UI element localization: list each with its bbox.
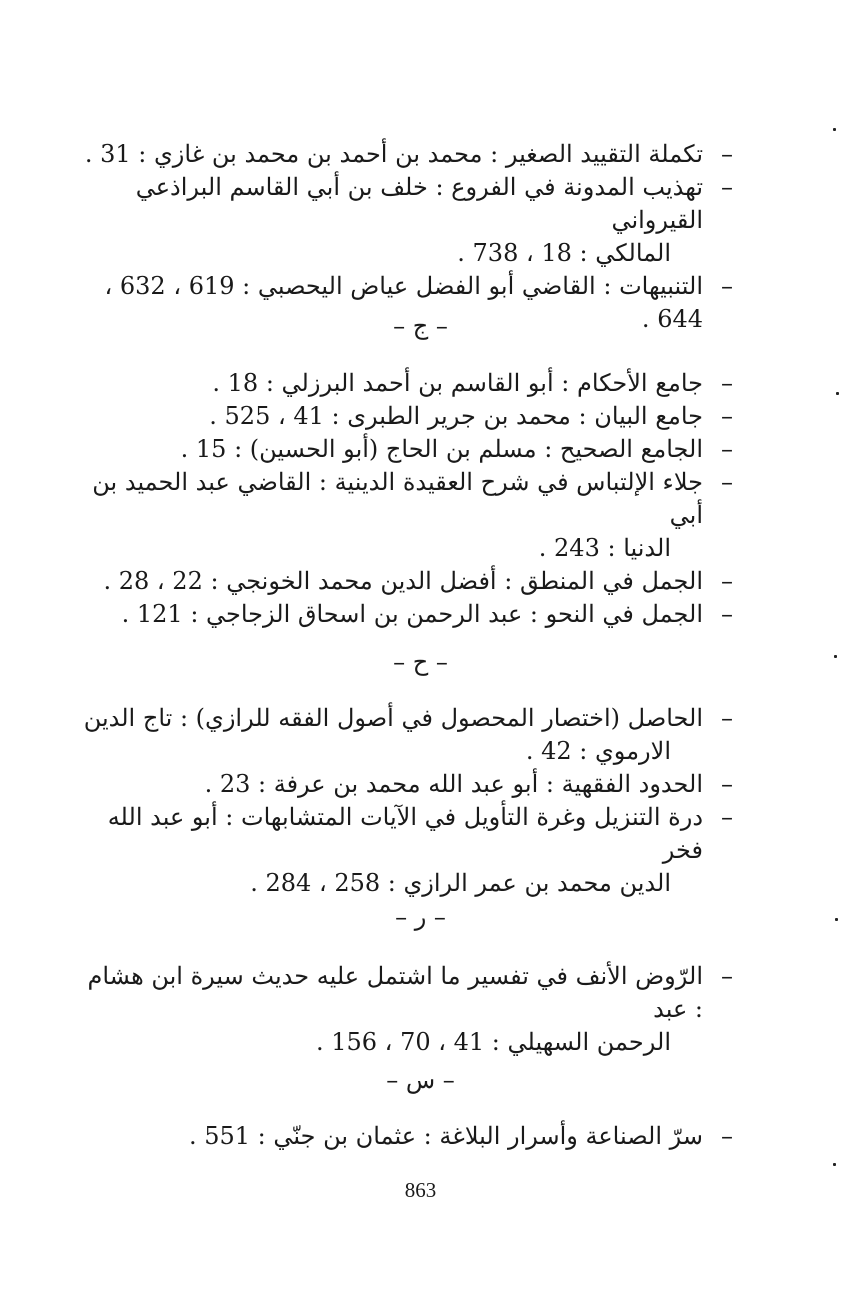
index-entry bbox=[83, 138, 733, 171]
entry-dash: – bbox=[721, 803, 733, 831]
entry-dash: – bbox=[721, 1122, 733, 1150]
entry-continuation: الرحمن السهيلي : 41 ، 70 ، 156 . bbox=[315, 1028, 671, 1056]
entry-dash: – bbox=[721, 704, 733, 732]
index-entry bbox=[83, 171, 733, 270]
entry-continuation: الدين محمد بن عمر الرازي : 258 ، 284 . bbox=[250, 869, 671, 897]
entry-continuation: المالكي : 18 ، 738 . bbox=[457, 239, 671, 267]
entry-continuation: الارموي : 42 . bbox=[525, 737, 671, 765]
section-heading-ra: – ر – bbox=[395, 903, 446, 931]
scan-mark bbox=[833, 1163, 836, 1166]
index-entry bbox=[83, 433, 733, 466]
section-heading-sin: – س – bbox=[386, 1066, 455, 1094]
entry-dash: – bbox=[721, 567, 733, 595]
entry-continuation: الدنيا : 243 . bbox=[538, 534, 671, 562]
index-entry bbox=[83, 1120, 733, 1153]
entry-text: جامع البيان : محمد بن جرير الطبرى : 41 ، 525 . bbox=[209, 402, 703, 430]
entry-dash: – bbox=[721, 272, 733, 300]
entry-dash: – bbox=[721, 770, 733, 798]
scan-mark bbox=[835, 918, 838, 921]
entry-dash: – bbox=[721, 402, 733, 430]
section-4 bbox=[83, 960, 733, 1059]
entry-dash: – bbox=[721, 173, 733, 201]
entry-dash: – bbox=[721, 468, 733, 496]
index-entry bbox=[83, 466, 733, 565]
scan-mark bbox=[833, 128, 836, 131]
index-entry bbox=[83, 801, 733, 900]
entry-text: الحدود الفقهية : أبو عبد الله محمد بن عرفة : 23 . bbox=[204, 770, 703, 798]
entry-dash: – bbox=[721, 962, 733, 990]
index-entry bbox=[83, 400, 733, 433]
page-number: 863 bbox=[404, 1178, 437, 1202]
entry-text: التنبيهات : القاضي أبو الفضل عياض اليحصبي : 619 ، 632 ، 644 . bbox=[104, 272, 703, 333]
index-entry bbox=[83, 768, 733, 801]
scan-mark bbox=[834, 655, 837, 658]
entry-text: درة التنزيل وغرة التأويل في الآيات المتشابهات : أبو عبد الله فخر bbox=[107, 803, 703, 864]
entry-text: الجمل في النحو : عبد الرحمن بن اسحاق الزجاجي : 121 . bbox=[121, 600, 703, 628]
entry-text: تهذيب المدونة في الفروع : خلف بن أبي القاسم البراذعي القيرواني bbox=[135, 173, 703, 234]
entry-dash: – bbox=[721, 435, 733, 463]
entry-dash: – bbox=[721, 369, 733, 397]
entry-text: الحاصل (اختصار المحصول في أصول الفقه للرازي) : تاج الدين bbox=[83, 704, 703, 732]
section-heading-jim: – ج – bbox=[393, 312, 448, 340]
section-3 bbox=[83, 702, 733, 900]
section-2 bbox=[83, 367, 733, 631]
entry-text: تكملة التقييد الصغير : محمد بن أحمد بن محمد بن غازي : 31 . bbox=[84, 140, 703, 168]
index-entry bbox=[83, 565, 733, 598]
entry-dash: – bbox=[721, 600, 733, 628]
entry-text: الجامع الصحيح : مسلم بن الحاج (أبو الحسين) : 15 . bbox=[180, 435, 703, 463]
entry-text: سرّ الصناعة وأسرار البلاغة : عثمان بن جنّي : 551 . bbox=[188, 1122, 703, 1150]
index-entry bbox=[83, 702, 733, 768]
entry-dash: – bbox=[721, 140, 733, 168]
section-heading-ha: – ح – bbox=[393, 648, 448, 676]
section-1 bbox=[83, 138, 733, 336]
scan-mark bbox=[836, 392, 839, 395]
entry-text: الجمل في المنطق : أفضل الدين محمد الخونجي : 22 ، 28 . bbox=[103, 567, 703, 595]
index-entry bbox=[83, 367, 733, 400]
index-entry bbox=[83, 960, 733, 1059]
section-5 bbox=[83, 1120, 733, 1153]
index-entry bbox=[83, 598, 733, 631]
entry-text: جامع الأحكام : أبو القاسم بن أحمد البرزلي : 18 . bbox=[212, 369, 703, 397]
entry-text: جلاء الإلتباس في شرح العقيدة الدينية : القاضي عبد الحميد بن أبي bbox=[92, 468, 703, 529]
entry-text: الرّوض الأنف في تفسير ما اشتمل عليه حديث سيرة ابن هشام : عبد bbox=[87, 962, 703, 1023]
